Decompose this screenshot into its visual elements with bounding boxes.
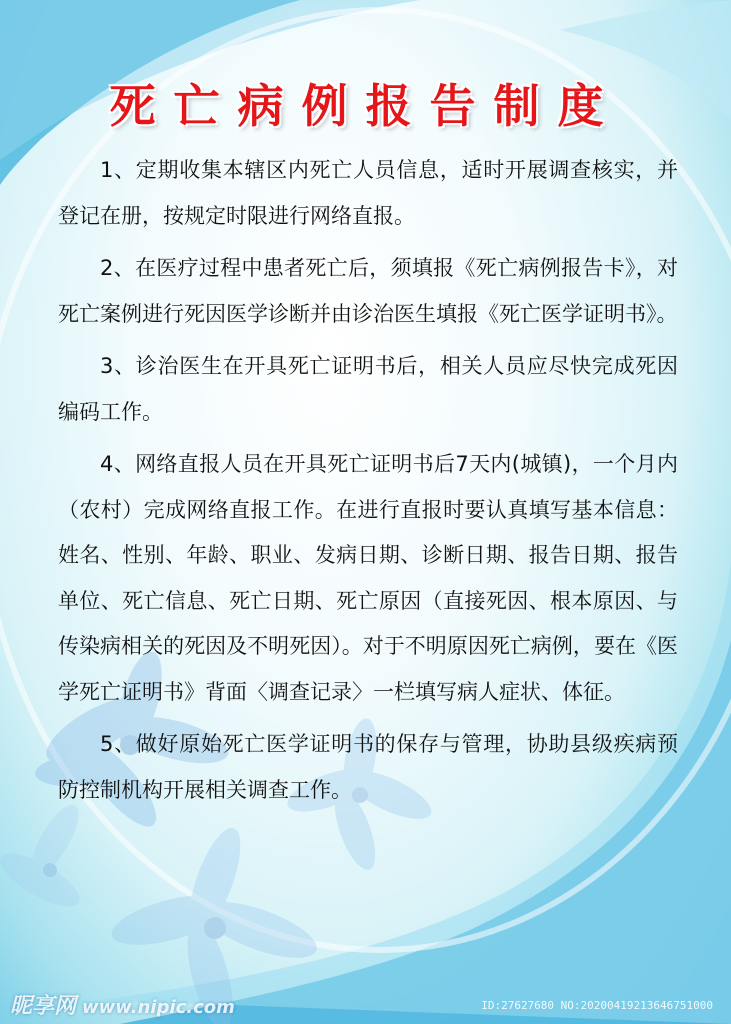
watermark-logo: [10, 989, 235, 1020]
regulation-body: [58, 148, 678, 820]
regulation-item-5: 5、做好原始死亡医学证明书的保存与管理，协助县级疾病预防控制机构开展相关调查工作。: [58, 732, 678, 802]
watermark-id: ID:27627680 NO:20200419213646751000: [481, 999, 713, 1012]
watermark-site: www.nipic.com: [82, 997, 235, 1018]
regulation-item-2: 2、在医疗过程中患者死亡后，须填报《死亡病例报告卡》，对死亡案例进行死因医学诊断并由诊治医生填报《死亡医学证明书》。: [58, 256, 678, 326]
poster-title: 死亡病例报告制度: [109, 79, 622, 133]
regulation-item-1: 1、定期收集本辖区内死亡人员信息，适时开展调查核实，并登记在册，按规定时限进行网络直报。: [58, 158, 678, 228]
regulation-item-3: 3、诊治医生在开具死亡证明书后，相关人员应尽快完成死因编码工作。: [58, 354, 678, 424]
watermark-logo-text: 昵享网: [10, 994, 77, 1019]
regulation-item-4: 4、网络直报人员在开具死亡证明书后7天内(城镇)，一个月内（农村）完成网络直报工作。在进行直报时要认真填写基本信息：姓名、性别、年龄、职业、发病日期、诊断日期、报告日期、报告单位、死亡信息、死亡日期、死亡原因（直接死因、根本原因、与传染病相关的死因及不明死因）。对于不明原因死亡病例，要在《医学死亡证明书》背面〈调查记录〉一栏填写病人症状、体征。: [58, 452, 678, 704]
